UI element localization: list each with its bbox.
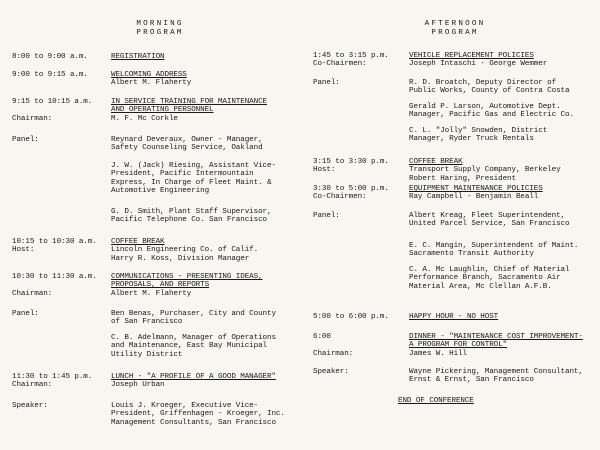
- program-entry: [0, 238, 300, 263]
- entry-line: [0, 162, 300, 170]
- program-entry: [300, 79, 600, 96]
- entry-line: [0, 79, 300, 87]
- entry-line: [300, 60, 600, 68]
- session-title: HAPPY HOUR - NO HOST: [409, 313, 499, 321]
- entry-text: of San Francisco: [111, 318, 183, 327]
- entry-text: Louis J. Kroeger, Executive Vice-: [111, 402, 259, 410]
- program-entry: [0, 136, 300, 153]
- program-entry: [0, 373, 300, 390]
- entry-label: Speaker:: [313, 368, 349, 376]
- entry-text: Material Area, Mc Clellan A.F.B.: [409, 282, 552, 291]
- entry-text: R. D. Broatch, Deputy Director of: [409, 79, 557, 87]
- entry-label: 1:45 to 3:15 p.m.: [313, 52, 389, 60]
- entry-label: Host:: [313, 166, 336, 175]
- entry-line: [0, 53, 300, 61]
- entry-text: E. C. Mangin, Superintendent of Maint.: [409, 242, 579, 250]
- entry-text: Joseph Urban: [111, 381, 165, 390]
- entry-line: [0, 208, 300, 216]
- entry-text: Management Consultants, San Francisco: [111, 418, 276, 427]
- entry-text: Albert Kreag, Fleet Superintendent,: [409, 212, 565, 220]
- entry-text: Albert M. Flaherty: [111, 289, 192, 298]
- session-title: COMMUNICATIONS - PRESENTING IDEAS,: [111, 273, 263, 281]
- entry-line: [0, 71, 300, 79]
- program-entry: [0, 162, 300, 196]
- entry-text: Joseph Intaschi - George Wemmer: [409, 60, 548, 69]
- end-of-conference-note: END OF CONFERENCE: [398, 397, 474, 405]
- entry-line: [0, 290, 300, 298]
- entry-line: [300, 158, 600, 166]
- entry-text: President, Griffenhagen - Kroeger, Inc.: [111, 410, 285, 419]
- entry-text: and Maintenance, East Bay Municipal: [111, 342, 267, 351]
- entry-line: [300, 79, 600, 87]
- entry-text: Express, In Charge of Fleet Maint. &: [111, 178, 272, 187]
- session-title: IN SERVICE TRAINING FOR MAINTENANCE: [111, 98, 267, 106]
- session-title: PROPOSALS, AND REPORTS: [111, 281, 210, 290]
- entry-text: Sacramento Transit Authority: [409, 250, 534, 259]
- entry-label: Host:: [12, 246, 35, 255]
- program-entry: [300, 212, 600, 229]
- entry-text: C. L. "Jolly" Snowden, District: [409, 127, 548, 135]
- entry-label: 9:15 to 10:15 a.m.: [12, 98, 93, 106]
- entry-line: [300, 127, 600, 135]
- entry-line: [0, 136, 300, 144]
- entry-text: C. B. Adelmann, Manager of Operations: [111, 334, 276, 342]
- heading-line: PROGRAM: [136, 28, 184, 37]
- entry-label: Chairman:: [313, 349, 354, 358]
- entry-line: [0, 310, 300, 318]
- entry-label: 11:30 to 1:45 p.m.: [12, 373, 93, 381]
- entry-line: [300, 111, 600, 119]
- session-title: COFFEE BREAK: [409, 158, 463, 166]
- entry-line: [300, 103, 600, 111]
- entry-text: Reynard Deveraux, Owner - Manager,: [111, 136, 263, 144]
- entry-label: Chairman:: [12, 289, 53, 298]
- program-entry: [300, 313, 600, 321]
- program-entry: [300, 127, 600, 144]
- entry-text: Utility District: [111, 350, 183, 359]
- entry-text: Gerald P. Larson, Automotive Dept.: [409, 103, 561, 111]
- entry-label: Chairman:: [12, 381, 53, 390]
- entry-line: [300, 350, 600, 358]
- entry-label: Panel:: [12, 310, 39, 318]
- entry-text: Albert M. Flaherty: [111, 79, 192, 88]
- entry-line: [300, 135, 600, 143]
- entry-line: [0, 255, 300, 263]
- entry-label: Co-Chairmen:: [313, 60, 367, 69]
- entry-label: 8:00 to 9:00 a.m.: [12, 53, 88, 61]
- entry-line: [0, 342, 300, 350]
- entry-text: Automotive Engineering: [111, 187, 210, 196]
- entry-text: Manager, Ryder Truck Rentals: [409, 135, 534, 144]
- program-entry: [0, 208, 300, 225]
- session-title: VEHICLE REPLACEMENT POLICIES: [409, 52, 534, 60]
- program-entry: [0, 310, 300, 327]
- session-title: WELCOMING ADDRESS: [111, 71, 187, 79]
- heading-line: PROGRAM: [431, 28, 479, 37]
- entry-line: [300, 193, 600, 201]
- entry-text: Harry R. Koss, Division Manager: [111, 254, 250, 263]
- program-entry: [300, 368, 600, 385]
- entry-label: 10:15 to 10:30 a.m.: [12, 238, 97, 246]
- entry-text: G. D. Smith, Plant Staff Supervisor,: [111, 208, 272, 216]
- entry-text: Ray Campbell - Benjamin Beall: [409, 193, 539, 202]
- entry-line: [300, 175, 600, 183]
- entry-text: Ernst & Ernst, San Francisco: [409, 376, 534, 385]
- entry-line: [300, 341, 600, 349]
- entry-line: [300, 52, 600, 60]
- session-title: REGISTRATION: [111, 53, 165, 61]
- program-entry: [300, 158, 600, 183]
- entry-line: [300, 220, 600, 228]
- entry-line: [300, 333, 600, 341]
- entry-line: [300, 274, 600, 282]
- entry-text: Manager, Pacific Gas and Electric Co.: [409, 111, 574, 120]
- program-entry: [300, 266, 600, 291]
- entry-line: [0, 381, 300, 389]
- entry-line: [0, 373, 300, 381]
- entry-line: [300, 368, 600, 376]
- entry-label: Panel:: [12, 136, 39, 144]
- entry-line: [0, 115, 300, 123]
- entry-text: Pacific Telephone Co. San Francisco: [111, 216, 267, 225]
- session-title: A PROGRAM FOR CONTROL": [409, 341, 508, 350]
- entry-line: [0, 281, 300, 289]
- entry-line: [300, 185, 600, 193]
- entry-label: Speaker:: [12, 402, 48, 410]
- entry-text: Safety Counseling Service, Oakland: [111, 144, 263, 153]
- entry-label: Chairman:: [12, 114, 53, 123]
- morning-program-heading: [110, 20, 210, 37]
- entry-line: [0, 144, 300, 152]
- entry-label: 3:15 to 3:30 p.m.: [313, 158, 389, 166]
- entry-line: [0, 238, 300, 246]
- entry-line: [0, 273, 300, 281]
- entry-label: Co-Chairmen:: [313, 193, 367, 202]
- session-title: AND OPERATING PERSONNEL: [111, 106, 214, 115]
- entry-line: [0, 170, 300, 178]
- program-entry: [300, 103, 600, 120]
- entry-label: 9:00 to 9:15 a.m.: [12, 71, 88, 79]
- entry-line: [300, 242, 600, 250]
- entry-line: [0, 410, 300, 418]
- entry-text: Wayne Pickering, Management Consultant,: [409, 368, 583, 376]
- program-entry: [0, 98, 300, 123]
- entry-line: [300, 87, 600, 95]
- program-entry: [300, 185, 600, 202]
- session-title: EQUIPMENT MAINTENANCE POLICIES: [409, 185, 543, 193]
- entry-text: United Parcel Service, San Francisco: [409, 220, 570, 229]
- entry-text: Public Works, County of Contra Costa: [409, 87, 570, 96]
- program-entry: [300, 242, 600, 259]
- session-title: DINNER - "MAINTENANCE COST IMPROVEMENT-: [409, 333, 583, 341]
- session-title: COFFEE BREAK: [111, 238, 165, 246]
- entry-line: [300, 376, 600, 384]
- entry-line: [0, 351, 300, 359]
- entry-label: Panel:: [313, 79, 340, 87]
- entry-text: James W. Hill: [409, 349, 467, 358]
- program-entry: [0, 273, 300, 298]
- heading-line: MORNING: [136, 20, 184, 28]
- entry-line: [0, 98, 300, 106]
- entry-line: [0, 179, 300, 187]
- entry-text: Lincoln Engineering Co. of Calif.: [111, 246, 259, 255]
- entry-line: [300, 313, 600, 321]
- entry-line: [0, 419, 300, 427]
- entry-line: [0, 246, 300, 254]
- program-entry: [0, 402, 300, 427]
- session-title: LUNCH - "A PROFILE OF A GOOD MANAGER": [111, 373, 276, 381]
- entry-text: J. W. (Jack) Riesing, Assistant Vice-: [111, 162, 276, 170]
- entry-label: 10:30 to 11:30 a.m.: [12, 273, 97, 281]
- entry-line: [0, 318, 300, 326]
- entry-line: [0, 187, 300, 195]
- entry-label: Panel:: [313, 212, 340, 220]
- program-entry: [0, 71, 300, 88]
- entry-label: 5:00 to 6:00 p.m.: [313, 313, 389, 321]
- program-entry: [300, 52, 600, 69]
- entry-text: Transport Supply Company, Berkeley: [409, 166, 561, 175]
- entry-line: [300, 166, 600, 174]
- entry-line: [0, 106, 300, 114]
- entry-text: M. F. Mc Corkle: [111, 114, 178, 123]
- entry-line: [300, 250, 600, 258]
- entry-label: 6:00: [313, 333, 331, 341]
- entry-line: [300, 212, 600, 220]
- entry-line: [300, 266, 600, 274]
- program-entry: [0, 53, 300, 61]
- entry-text: President, Pacific Intermountain: [111, 170, 254, 179]
- entry-line: [300, 283, 600, 291]
- entry-text: Performance Branch, Sacramento Air: [409, 274, 561, 283]
- program-entry: [0, 334, 300, 359]
- afternoon-program-heading: [400, 20, 510, 37]
- entry-line: [0, 402, 300, 410]
- entry-text: Ben Benas, Purchaser, City and County: [111, 310, 276, 318]
- entry-text: Robert Haring, President: [409, 174, 516, 183]
- entry-line: [0, 216, 300, 224]
- program-entry: [300, 333, 600, 358]
- entry-line: [0, 334, 300, 342]
- entry-label: 3:30 to 5:00 p.m.: [313, 185, 389, 193]
- entry-text: C. A. Mc Laughlin, Chief of Material: [409, 266, 570, 274]
- heading-line: AFTERNOON: [424, 20, 486, 28]
